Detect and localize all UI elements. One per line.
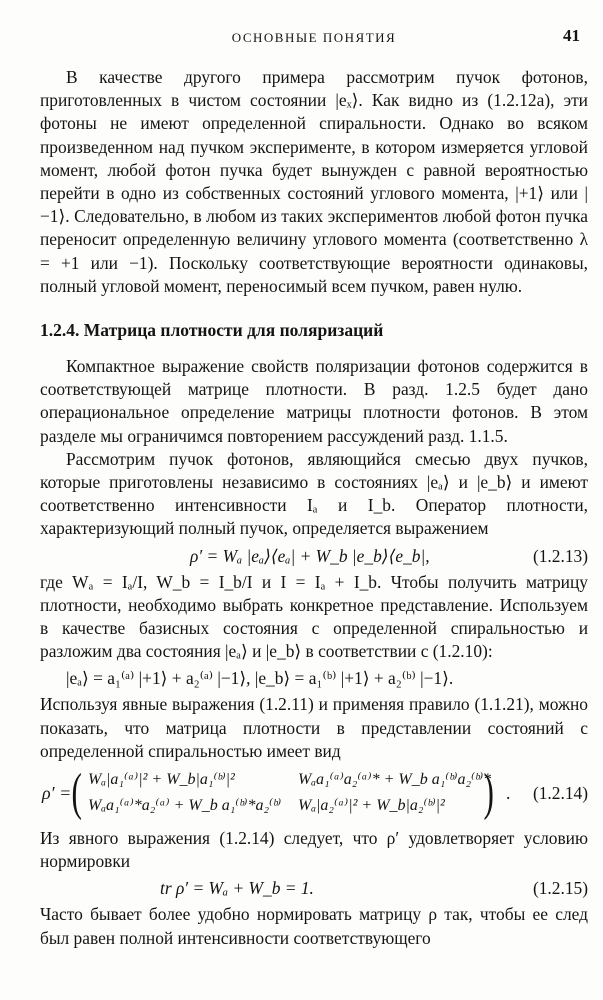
equation-1-2-15	[40, 873, 588, 903]
matrix-cell-11: Wₐ|a₁⁽ᵃ⁾|² + W_b|a₁⁽ᵇ⁾|²	[88, 771, 235, 789]
paragraph-explicit: Используя явные выражения (1.2.11) и применяя правило (1.1.21), можно показать, что матрица плотности в представлении состояний с определенной спиральностью имеет вид	[40, 694, 588, 761]
matrix-cell-21: Wₐa₁⁽ᵃ⁾*a₂⁽ᵃ⁾ + W_b a₁⁽ᵇ⁾*a₂⁽ᵇ⁾	[88, 797, 282, 815]
running-title: ОСНОВНЫЕ ПОНЯТИЯ	[231, 30, 397, 45]
paragraph-weights: где Wₐ = Iₐ/I, W_b = I_b/I и I = Iₐ + I_b. Чтобы получить матрицу плотности, необходимо выбрать конкретное представление. Используем в качестве базисных состояния с определенной спиральностью и разложим два состояния |eₐ⟩ и |e_b⟩ в соответствии с (1.2.10):	[40, 571, 588, 662]
equation-number: (1.2.14)	[532, 783, 588, 804]
equation-body: |eₐ⟩ = a₁⁽ᵃ⁾ |+1⟩ + a₂⁽ᵃ⁾ |−1⟩, |e_b⟩ = a₁⁽ᵇ⁾ |+1⟩ + a₂⁽ᵇ⁾ |−1⟩.	[66, 668, 454, 689]
paragraph-normalization: Из явного выражения (1.2.14) следует, что ρ′ удовлетворяет условию нормировки	[40, 828, 588, 872]
matrix-cell-22: Wₐ|a₂⁽ᵃ⁾|² + W_b|a₂⁽ᵇ⁾|²	[298, 797, 445, 815]
paragraph-mixed-beam: Рассмотрим пучок фотонов, являющийся смесью двух пучков, которые приготовлены независимо в состояниях |eₐ⟩ и |e_b⟩ и имеют соответственно интенсивности Iₐ и I_b. Оператор плотности, характеризующий полный пучок, определяется выражением	[40, 448, 588, 539]
matrix-cell-12: Wₐa₁⁽ᵃ⁾a₂⁽ᵃ⁾* + W_b a₁⁽ᵇ⁾a₂⁽ᵇ⁾*	[298, 771, 492, 789]
section-heading: 1.2.4. Матрица плотности для поляризаций	[40, 320, 384, 341]
paragraph-helicity-example: В качестве другого примера рассмотрим пучок фотонов, приготовленных в чистом состоянии |eₓ⟩. Как видно из (1.2.12a), эти фотоны не имеют определенной спиральности. Однако во всяком произведенном над пучком эксперименте, в котором измеряется угловой момент, любой фотон пучка будет вынужден с равной вероятностью перейти в одно из собственных состояний углового момента, |+1⟩ или |−1⟩. Следовательно, в любом из таких экспериментов любой фотон пучка переносит определенную величину углового момента (соответственно λ = +1 или −1). Поскольку соответствующие вероятности одинаковы, полный угловой момент, переносимый всем пучком, равен нулю.	[40, 67, 588, 296]
equation-number: (1.2.15)	[532, 878, 588, 899]
equation-body: ρ′ = Wₐ |eₐ⟩⟨eₐ| + W_b |e_b⟩⟨e_b|,	[190, 545, 430, 566]
paragraph-trace: Часто бывает более удобно нормировать матрицу ρ так, чтобы ее след был равен полной интенсивности соответствующего	[40, 904, 588, 948]
equation-body: tr ρ′ = Wₐ + W_b = 1.	[160, 878, 314, 899]
equation-1-2-13	[40, 541, 588, 571]
paragraph-density-intro: Компактное выражение свойств поляризации фотонов содержится в соответствующей матрице плотности. В разд. 1.2.5 будет дано операциональное определение матрицы плотности фотонов. В этом разделе мы ограничимся повторением рассуждений разд. 1.1.5.	[40, 356, 588, 446]
equation-1-2-14	[40, 765, 588, 825]
right-paren-glyph: )	[483, 764, 494, 822]
running-head	[40, 22, 588, 48]
book-page	[40, 22, 588, 950]
equation-state-expansion	[40, 663, 588, 693]
page-number: 41	[563, 26, 580, 45]
period-glyph: .	[506, 783, 511, 804]
matrix-lhs: ρ′ =	[42, 783, 72, 804]
left-paren-glyph: (	[71, 764, 82, 822]
equation-number: (1.2.13)	[532, 545, 588, 566]
